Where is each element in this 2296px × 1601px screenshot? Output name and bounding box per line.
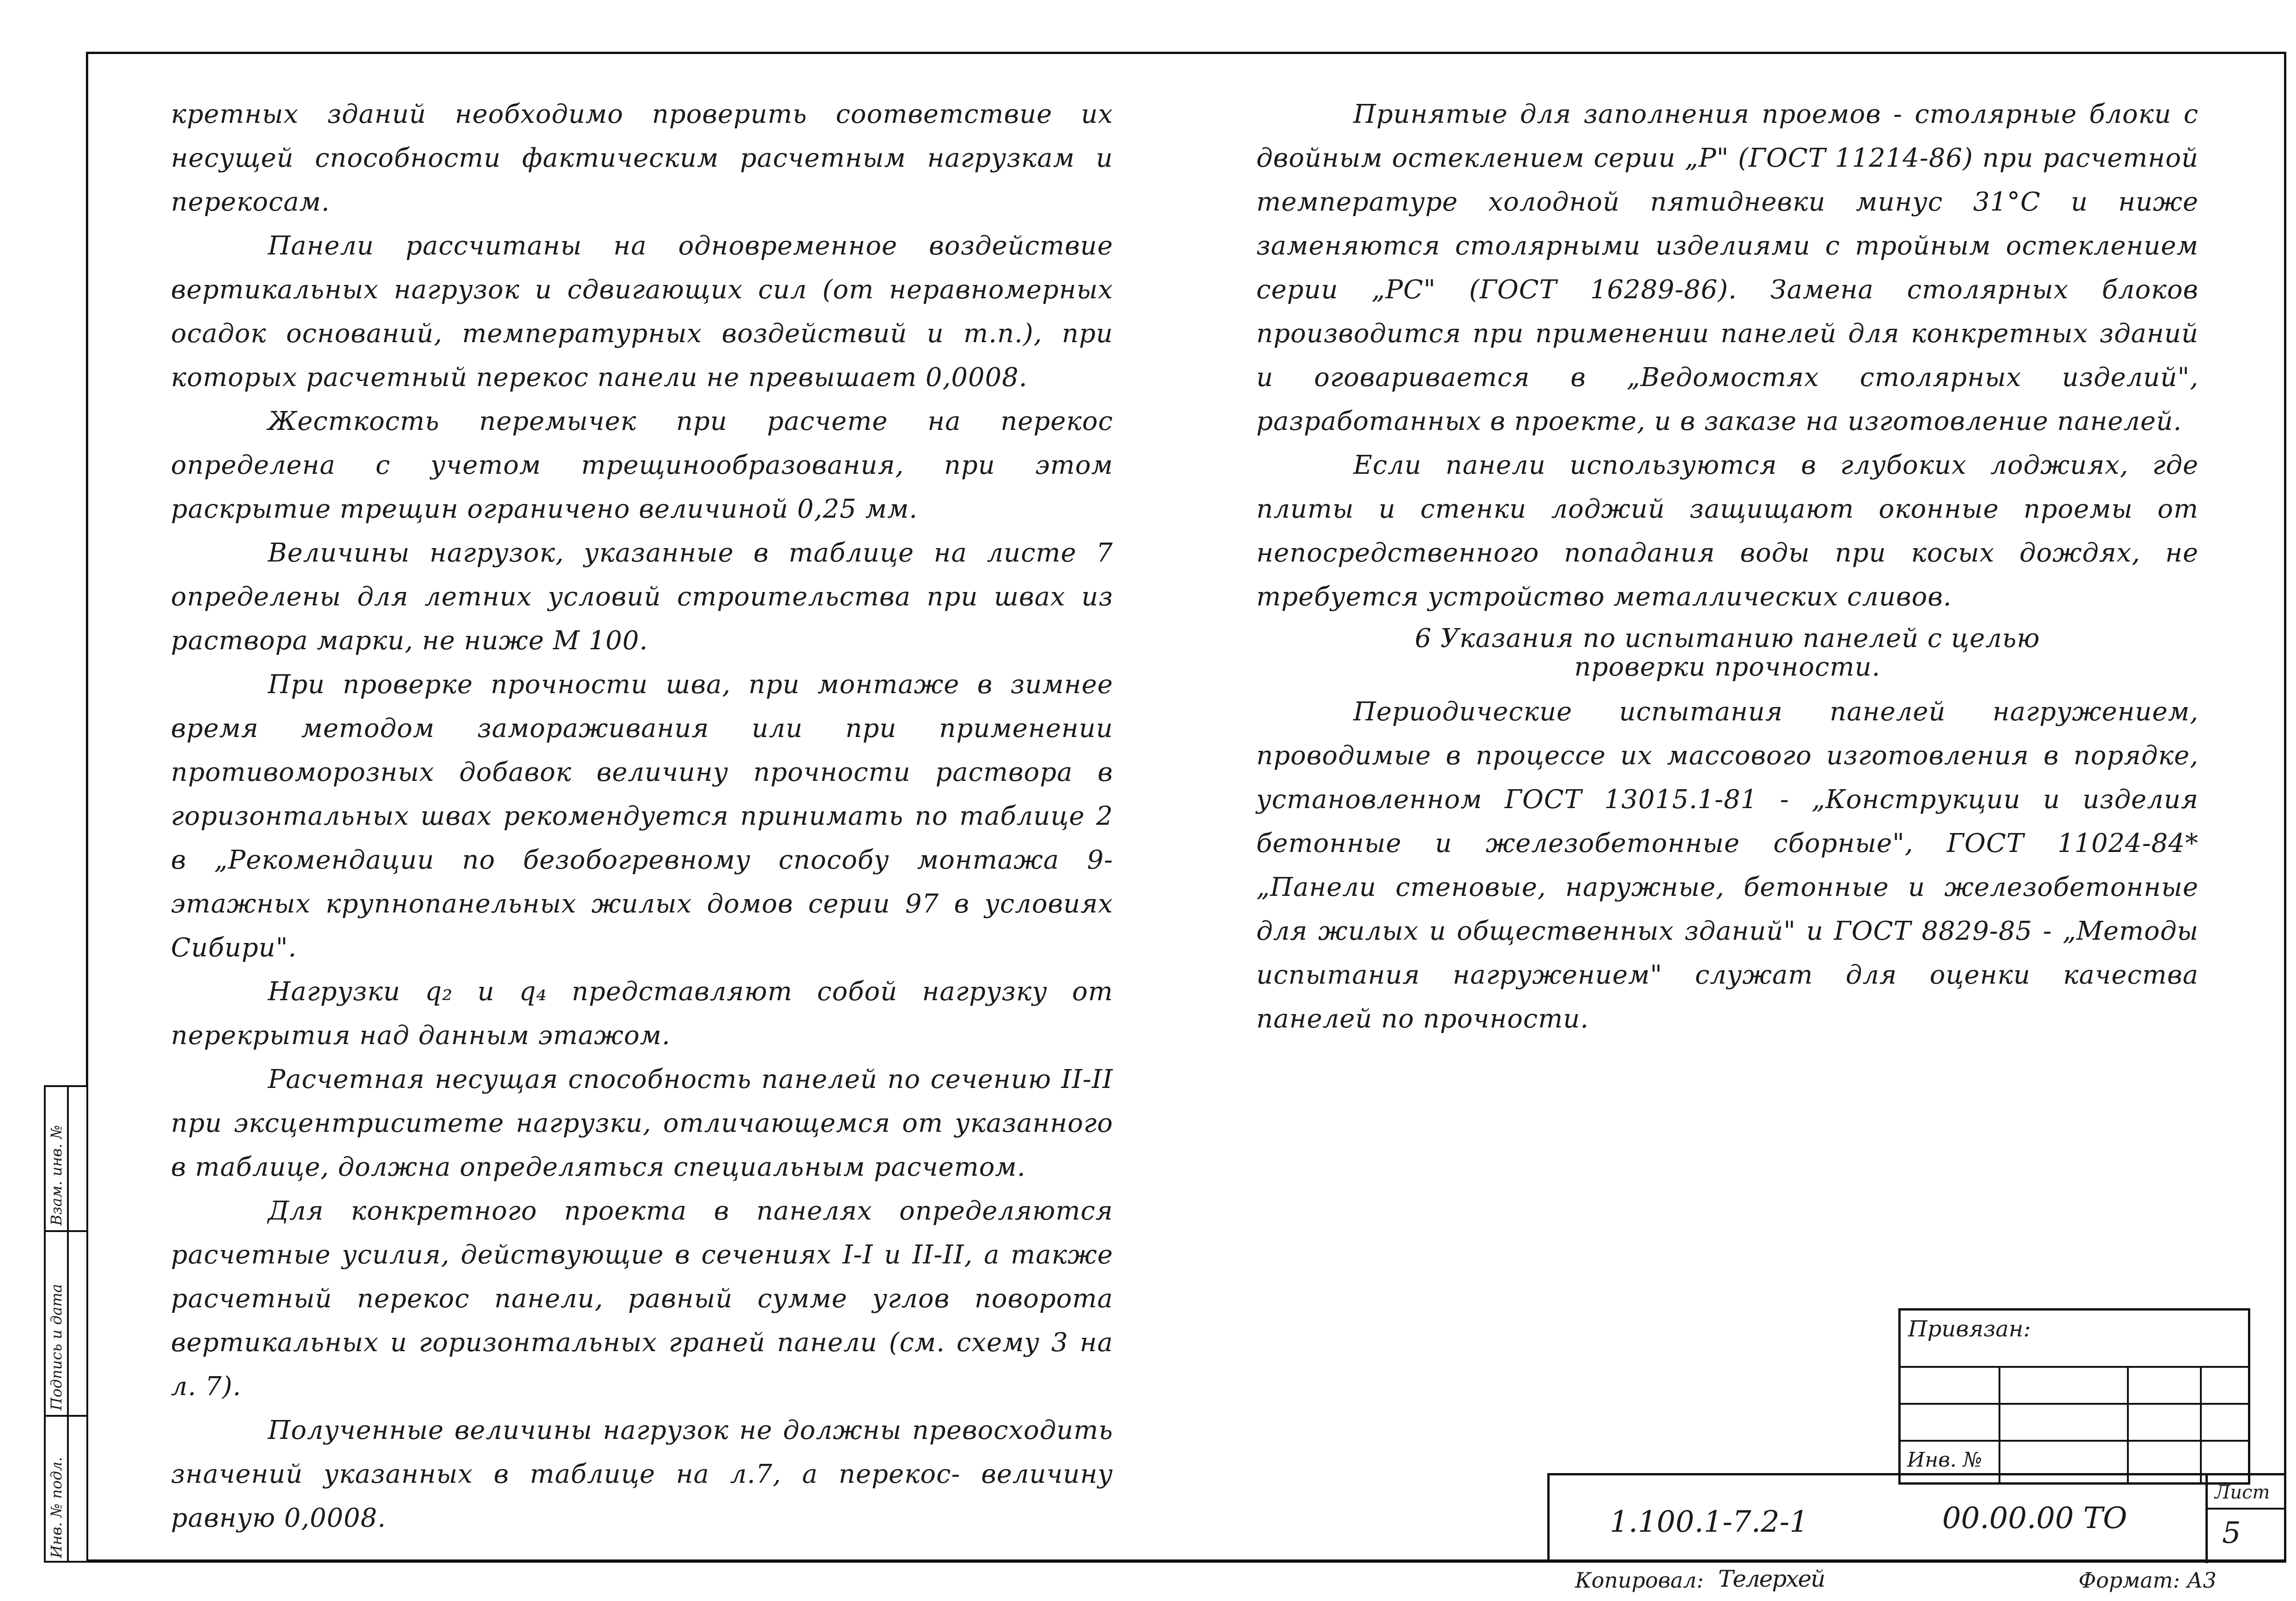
copied-label: Копировал: (1575, 1568, 1704, 1593)
stamp-row-line (46, 1415, 86, 1417)
paragraph: кретных зданий необходимо проверить соответствие их несущей способности фактическим расчетным нагрузкам и перекосам. (171, 99, 1113, 217)
paragraph: Величины нагрузок, указанные в таблице на листе 7 определены для летних условий строительства при швах из раствора марки, не ниже М 100. (171, 538, 1113, 656)
stamp-label-vzam: Взам. инв. № (48, 1125, 65, 1226)
sheet-label: Лист (2215, 1482, 2270, 1503)
stamp-divider (67, 1087, 69, 1561)
table-line (1999, 1366, 2000, 1482)
table-line (1901, 1440, 2248, 1442)
margin-stamp (44, 1085, 88, 1563)
section-heading-line: проверки прочности. (1574, 652, 1881, 682)
paragraph: Периодические испытания панелей нагружением, проводимые в процессе их массового изготовления в порядке, установленном ГОСТ 13015.1-81 - „Конструкции и изделия бетонные и железобетонные сборные", ГОСТ 11024-84* „Панели стеновые, наружные, бетонные и железобетонные для жилых и общественных зданий" и ГОСТ 8829-85 - „Методы испытания нагружением" служат для оценки качества панелей по прочности. (1256, 697, 2199, 1034)
section-heading-line: 6 Указания по испытанию панелей с целью (1415, 623, 2040, 653)
binding-table (1898, 1308, 2250, 1485)
document-code: 00.00.00 ТО (1942, 1501, 2127, 1535)
paragraph: Полученные величины нагрузок не должны превосходить значений указанных в таблице на л.7, а перекос- величину равную 0,0008. (171, 1415, 1113, 1533)
sheet-number: 5 (2222, 1516, 2241, 1550)
stamp-row-line (46, 1230, 86, 1232)
paragraph: Для конкретного проекта в панелях определяются расчетные усилия, действующие в сечениях I-I и II-II, а также расчетный перекос панели, равный сумме углов поворота вертикальных и горизонтальных граней панели (см. схему 3 на л. 7). (171, 1196, 1113, 1402)
table-line (2127, 1366, 2129, 1482)
paragraph: При проверке прочности шва, при монтаже в зимнее время методом замораживания или при применении противоморозных добавок величину прочности раствора в горизонтальных швах рекомендуется принимать по таблице 2 в „Рекомендации по безобогревному способу монтажа 9-этажных крупнопанельных жилых домов серии 97 в условиях Сибири". (171, 670, 1113, 963)
inv-label: Инв. № (1907, 1448, 1982, 1472)
designation: 1.100.1-7.2-1 (1610, 1505, 1809, 1539)
left-text-column (171, 92, 1113, 1540)
table-line (2205, 1475, 2208, 1563)
format-label: Формат: А3 (2078, 1568, 2217, 1593)
paragraph: Если панели используются в глубоких лоджиях, где плиты и стенки лоджий защищают оконные проемы от непосредственного попадания воды при косых дождях, не требуется устройство металлических сливов. (1256, 450, 2199, 612)
copier-signature: Телерхей (1718, 1565, 1825, 1592)
paragraph: Нагрузки q₂ и q₄ представляют собой нагрузку от перекрытия над данным этажом. (171, 977, 1113, 1051)
paragraph: Расчетная несущая способность панелей по сечению II-II при эксцентриситете нагрузки, отличающемся от указанного в таблице, должна определяться специальным расчетом. (171, 1064, 1113, 1182)
binding-label: Привязан: (1908, 1316, 2031, 1342)
section-heading (1256, 624, 2199, 682)
paragraph: Принятые для заполнения проемов - столярные блоки с двойным остеклением серии „Р" (ГОСТ 11214-86) при расчетной температуре холодной пятидневки минус 31°С и ниже заменяются столярными изделиями с тройным остеклением серии „РС" (ГОСТ 16289-86). Замена столярных блоков производится при применении панелей для конкретных зданий и оговаривается в „Ведомостях столярных изделий", разработанных в проекте, и в заказе на изготовление панелей. (1256, 99, 2199, 436)
title-block (1547, 1473, 2286, 1563)
paragraph: Жесткость перемычек при расчете на перекос определена с учетом трещинообразования, при этом раскрытие трещин ограничено величиной 0,25 мм. (171, 406, 1113, 524)
table-line (2205, 1508, 2286, 1510)
stamp-label-inv: Инв. № подл. (48, 1456, 65, 1558)
stamp-label-podpis: Подпись и дата (48, 1284, 65, 1410)
table-line (1901, 1366, 2248, 1368)
table-line (1901, 1403, 2248, 1405)
paragraph: Панели рассчитаны на одновременное воздействие вертикальных нагрузок и сдвигающих сил (от неравномерных осадок оснований, температурных воздействий и т.п.), при которых расчетный перекос панели не превышает 0,0008. (171, 231, 1113, 393)
right-text-column (1256, 92, 2199, 1041)
table-line (2200, 1366, 2202, 1482)
